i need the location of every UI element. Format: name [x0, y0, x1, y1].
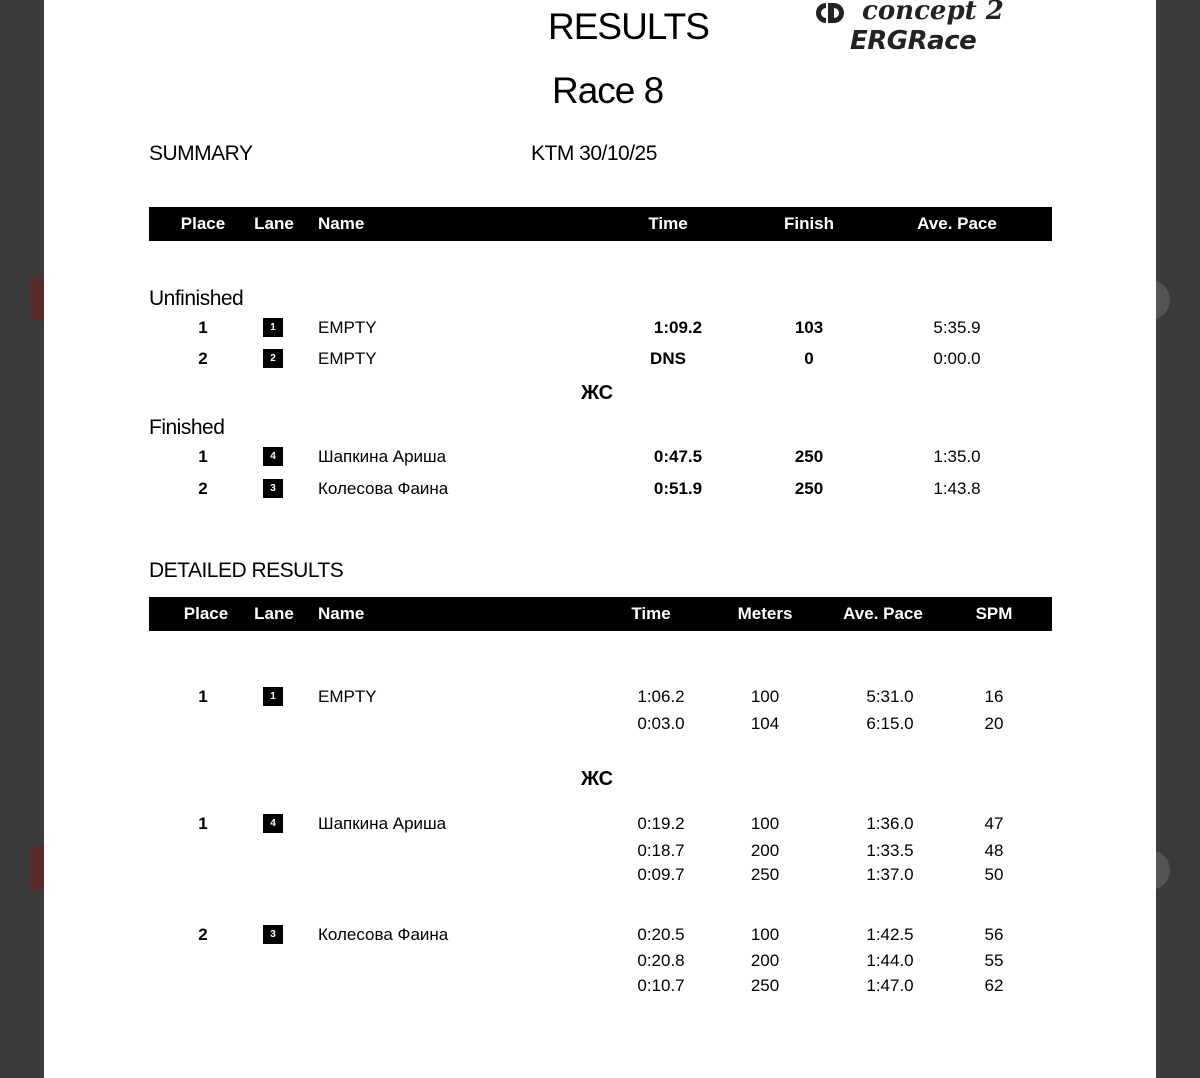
- place-value: 1: [198, 447, 208, 466]
- split-pace: 6:15.0: [866, 714, 914, 733]
- pace-value: 0:00.0: [933, 349, 981, 368]
- time-value: 1:09.2: [653, 318, 703, 337]
- time-value: DNS: [650, 349, 686, 368]
- finished-label: Finished: [149, 416, 225, 439]
- concept2-logo: [812, 0, 1032, 58]
- name-value: Колесова Фаина: [318, 479, 449, 498]
- name-value: EMPTY: [318, 349, 377, 368]
- split-spm: 55: [984, 951, 1004, 970]
- split-pace: 1:42.5: [866, 925, 914, 944]
- detailed-header-bar: [149, 597, 1052, 631]
- lane-badge: 4: [263, 814, 283, 833]
- split-meters: 200: [750, 841, 780, 860]
- results-page: [44, 0, 1156, 1078]
- col-pace: Ave. Pace: [843, 604, 923, 623]
- name-value: Шапкина Ариша: [318, 447, 447, 466]
- page-title: RESULTS: [548, 6, 709, 47]
- col-time: Time: [631, 604, 671, 623]
- split-meters: 250: [750, 976, 780, 995]
- split-spm: 16: [984, 687, 1004, 706]
- col-pace: Ave. Pace: [917, 214, 997, 233]
- lane-badge: 3: [263, 479, 283, 498]
- pace-value: 1:43.8: [933, 479, 981, 498]
- name-value: Шапкина Ариша: [318, 814, 447, 833]
- split-spm: 47: [984, 814, 1004, 833]
- split-spm: 56: [984, 925, 1004, 944]
- place-value: 2: [198, 349, 208, 368]
- split-pace: 1:33.5: [866, 841, 914, 860]
- split-spm: 20: [984, 714, 1004, 733]
- col-spm: SPM: [975, 604, 1013, 623]
- split-spm: 48: [984, 841, 1004, 860]
- name-value: EMPTY: [318, 318, 377, 337]
- split-meters: 104: [750, 714, 780, 733]
- split-meters: 250: [750, 865, 780, 884]
- place-value: 1: [198, 318, 208, 337]
- lane-badge: 1: [263, 318, 283, 337]
- split-time: 0:19.2: [637, 814, 685, 833]
- split-spm: 62: [984, 976, 1004, 995]
- col-name: Name: [318, 214, 365, 233]
- split-meters: 100: [750, 814, 780, 833]
- time-value: 0:47.5: [653, 447, 703, 466]
- logo-top-text: concept 2: [862, 0, 1004, 26]
- detailed-results-label: DETAILED RESULTS: [149, 559, 344, 582]
- col-name: Name: [318, 604, 365, 623]
- finish-value: 103: [794, 318, 824, 337]
- split-pace: 5:31.0: [866, 687, 914, 706]
- place-value: 1: [198, 814, 208, 833]
- col-meters: Meters: [737, 604, 793, 623]
- time-value: 0:51.9: [653, 479, 703, 498]
- split-pace: 1:47.0: [866, 976, 914, 995]
- event-label: KTM 30/10/25: [531, 142, 657, 165]
- name-value: EMPTY: [318, 687, 377, 706]
- split-meters: 100: [750, 687, 780, 706]
- split-time: 1:06.2: [637, 687, 685, 706]
- name-value: Колесова Фаина: [318, 925, 449, 944]
- col-time: Time: [648, 214, 688, 233]
- split-time: 0:09.7: [637, 865, 685, 884]
- finish-value: 0: [804, 349, 814, 368]
- split-meters: 200: [750, 951, 780, 970]
- split-meters: 100: [750, 925, 780, 944]
- lane-badge: 4: [263, 447, 283, 466]
- race-title: Race 8: [552, 70, 664, 111]
- lane-badge: 2: [263, 349, 283, 368]
- col-finish: Finish: [783, 214, 835, 233]
- split-time: 0:20.5: [637, 925, 685, 944]
- finish-value: 250: [794, 479, 824, 498]
- place-value: 2: [198, 925, 208, 944]
- pace-value: 1:35.0: [933, 447, 981, 466]
- summary-header-bar: [149, 207, 1052, 241]
- col-lane: Lane: [254, 604, 294, 623]
- split-time: 0:10.7: [637, 976, 685, 995]
- lane-badge: 1: [263, 687, 283, 706]
- group-label: ЖС: [580, 382, 614, 404]
- split-time: 0:03.0: [637, 714, 685, 733]
- split-time: 0:20.8: [637, 951, 685, 970]
- logo-bottom-text: ERGRace: [850, 26, 977, 56]
- place-value: 1: [198, 687, 208, 706]
- col-lane: Lane: [254, 214, 294, 233]
- lane-badge: 3: [263, 925, 283, 944]
- split-time: 0:18.7: [637, 841, 685, 860]
- pace-value: 5:35.9: [933, 318, 981, 337]
- group-label: ЖС: [580, 768, 614, 790]
- split-pace: 1:44.0: [866, 951, 914, 970]
- place-value: 2: [198, 479, 208, 498]
- split-pace: 1:37.0: [866, 865, 914, 884]
- split-spm: 50: [984, 865, 1004, 884]
- col-place: Place: [183, 604, 229, 623]
- concept2-mark-icon: [812, 0, 864, 26]
- finish-value: 250: [794, 447, 824, 466]
- unfinished-label: Unfinished: [149, 287, 244, 310]
- summary-label: SUMMARY: [149, 142, 253, 165]
- col-place: Place: [180, 214, 226, 233]
- split-pace: 1:36.0: [866, 814, 914, 833]
